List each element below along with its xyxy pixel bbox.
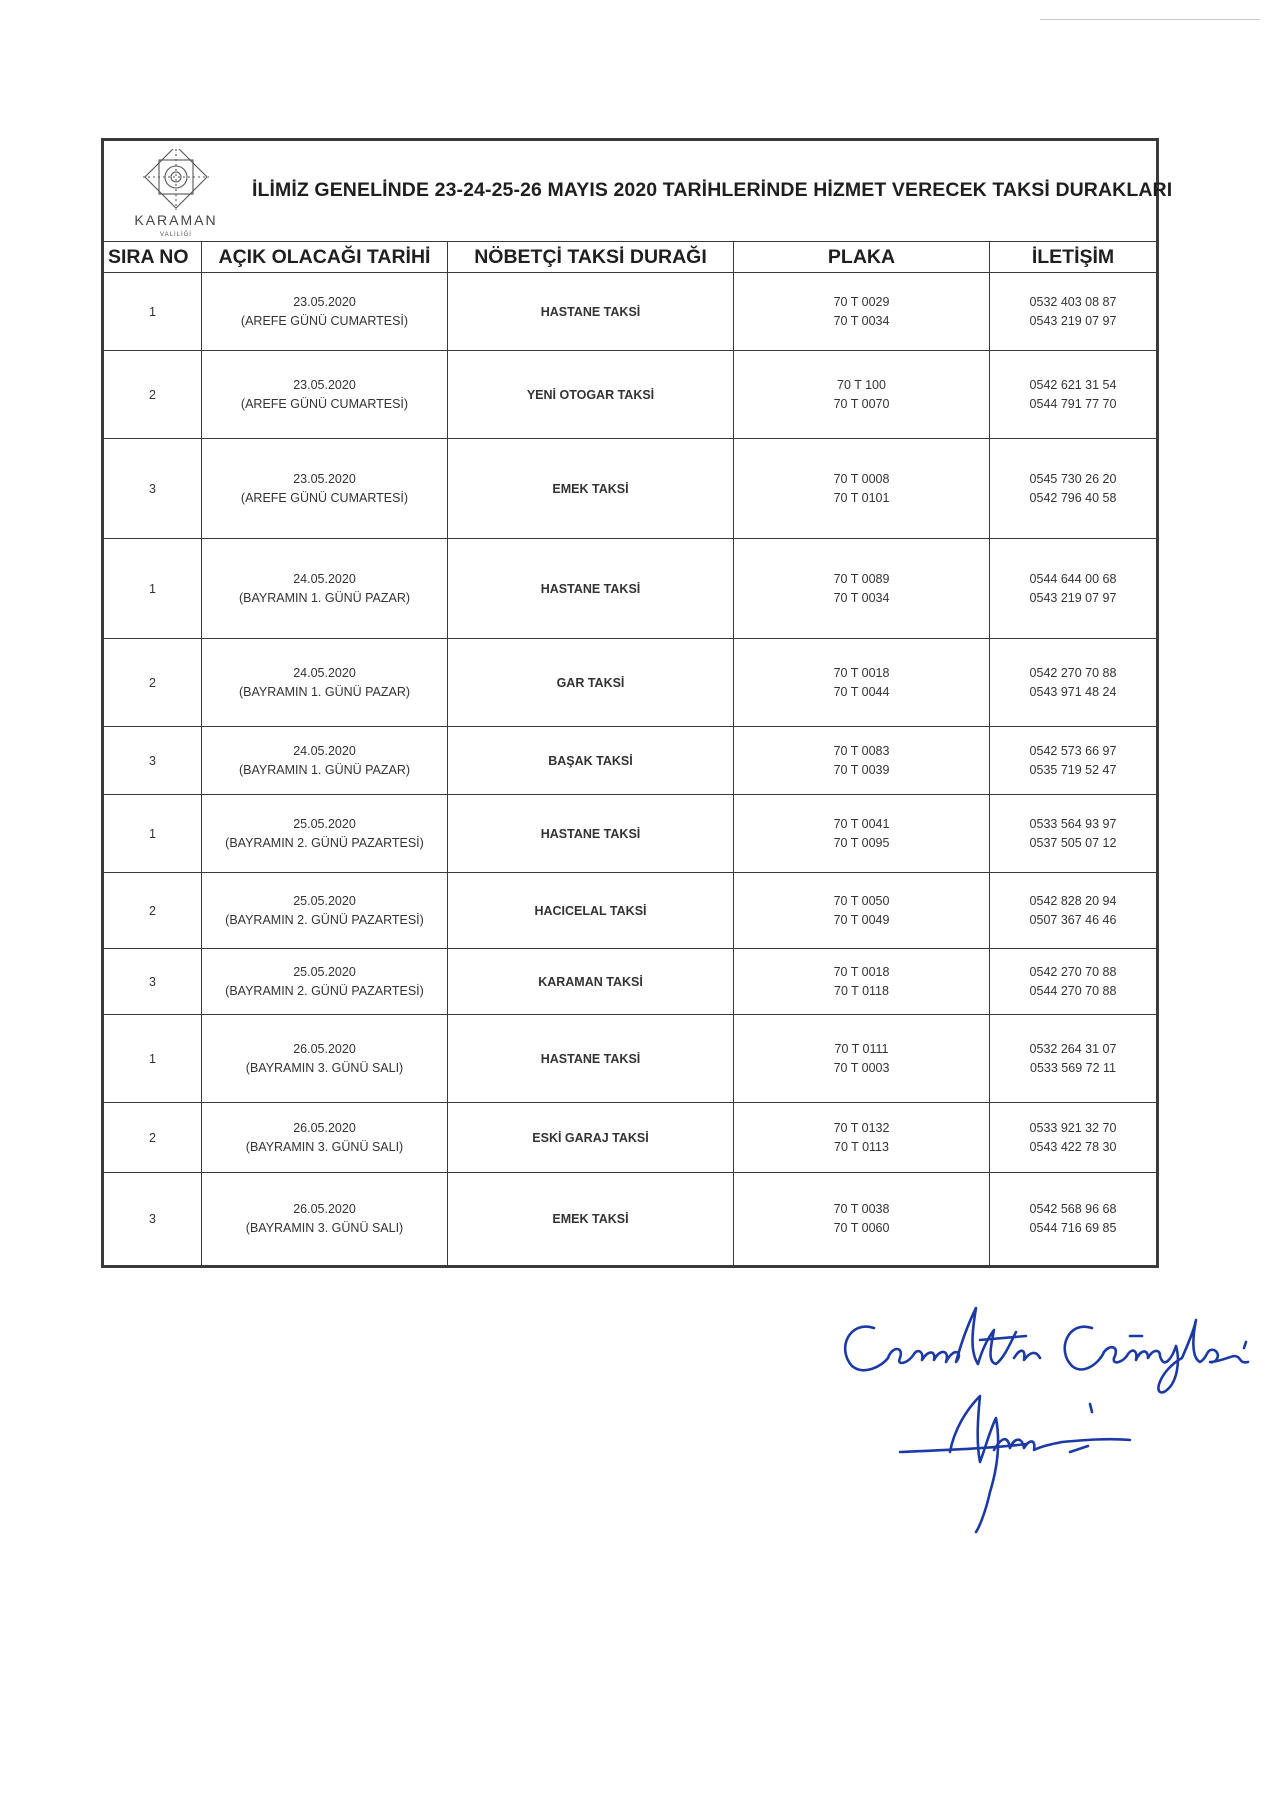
row-plate: 70 T 0083 [833, 743, 890, 758]
row-plate: 70 T 0113 [834, 1139, 889, 1154]
row-plate: 70 T 0018 [833, 964, 890, 979]
table-row [103, 1103, 1158, 1173]
row-plate: 70 T 100 [837, 377, 886, 392]
row-taxi-stand: KARAMAN TAKSİ [448, 949, 734, 1015]
row-day: (BAYRAMIN 3. GÜNÜ SALI) [245, 1060, 404, 1075]
row-taxi-stand: HACICELAL TAKSİ [448, 873, 734, 949]
row-phones-cell [990, 727, 1158, 795]
row-date-cell [202, 639, 448, 727]
row-phone: 0542 270 70 88 [1029, 665, 1117, 680]
row-plates-cell [734, 1103, 990, 1173]
row-day: (AREFE GÜNÜ CUMARTESİ) [240, 490, 409, 505]
row-plates-cell [734, 639, 990, 727]
page-title: İLİMİZ GENELİNDE 23-24-25-26 MAYIS 2020 TARİHLERİNDE HİZMET VERECEK TAKSİ DURAKLARI [252, 179, 1173, 201]
row-plates-cell [734, 949, 990, 1015]
row-plate: 70 T 0038 [833, 1202, 890, 1216]
row-plate: 70 T 0044 [833, 684, 890, 699]
row-sira-no: 1 [103, 795, 202, 873]
row-phones-cell [990, 1015, 1158, 1103]
row-taxi-stand: EMEK TAKSİ [448, 1173, 734, 1267]
row-phones-cell [990, 795, 1158, 873]
table-row [103, 351, 1158, 439]
row-date-cell [202, 439, 448, 539]
row-phone: 0537 505 07 12 [1029, 835, 1117, 850]
row-date: 26.05.2020 [293, 1202, 356, 1216]
row-date: 24.05.2020 [293, 571, 356, 586]
row-plate: 70 T 0029 [833, 294, 890, 309]
table-row [103, 273, 1158, 351]
title-cell [103, 140, 1173, 242]
row-plates-cell [734, 539, 990, 639]
row-phones-cell [990, 639, 1158, 727]
row-plate: 70 T 0111 [834, 1041, 889, 1056]
table-row [103, 439, 1158, 539]
row-date-cell [202, 1173, 448, 1267]
logo-subtext: VALİLİĞİ [160, 232, 192, 238]
column-header-date: AÇIK OLACAĞI TARİHİ [202, 242, 448, 273]
row-phone: 0543 219 07 97 [1029, 590, 1117, 605]
row-phone: 0544 644 00 68 [1029, 571, 1117, 586]
row-plate: 70 T 0095 [833, 835, 890, 850]
table-row [103, 1015, 1158, 1103]
top-edge-rule [1040, 19, 1260, 20]
row-sira-no: 1 [103, 539, 202, 639]
row-plate: 70 T 0018 [833, 665, 890, 680]
row-plate: 70 T 0041 [833, 816, 890, 831]
row-taxi-stand: HASTANE TAKSİ [448, 273, 734, 351]
row-phone: 0543 422 78 30 [1029, 1139, 1117, 1154]
row-sira-no: 2 [103, 351, 202, 439]
row-phone: 0507 367 46 46 [1029, 912, 1117, 927]
row-taxi-stand: BAŞAK TAKSİ [448, 727, 734, 795]
row-day: (AREFE GÜNÜ CUMARTESİ) [240, 313, 409, 328]
column-header-sira-no: SIRA NO [103, 242, 202, 273]
row-phones-cell [990, 351, 1158, 439]
row-plate: 70 T 0039 [833, 762, 890, 777]
row-phone: 0533 569 72 11 [1030, 1060, 1116, 1075]
row-plates-cell [734, 439, 990, 539]
row-date: 26.05.2020 [293, 1120, 356, 1135]
row-date: 23.05.2020 [293, 294, 356, 309]
row-plates-cell [734, 727, 990, 795]
row-plates-cell [734, 351, 990, 439]
table-row [103, 873, 1158, 949]
row-phone: 0542 621 31 54 [1029, 377, 1117, 392]
row-day: (BAYRAMIN 1. GÜNÜ PAZAR) [238, 590, 411, 605]
row-phones-cell [990, 273, 1158, 351]
row-phone: 0544 716 69 85 [1029, 1221, 1117, 1235]
row-sira-no: 3 [103, 1173, 202, 1267]
row-plates-cell [734, 1015, 990, 1103]
table-row [103, 949, 1158, 1015]
row-date-cell [202, 795, 448, 873]
column-header-stand: NÖBETÇİ TAKSİ DURAĞI [448, 242, 734, 273]
row-day: (AREFE GÜNÜ CUMARTESİ) [240, 396, 409, 411]
row-phone: 0542 796 40 58 [1029, 490, 1117, 505]
row-phone: 0544 270 70 88 [1029, 983, 1117, 998]
row-day: (BAYRAMIN 1. GÜNÜ PAZAR) [238, 762, 411, 777]
row-plate: 70 T 0101 [833, 490, 890, 505]
row-taxi-stand: GAR TAKSİ [448, 639, 734, 727]
row-sira-no: 1 [103, 1015, 202, 1103]
row-date-cell [202, 539, 448, 639]
row-date: 25.05.2020 [293, 964, 356, 979]
row-date-cell [202, 873, 448, 949]
row-taxi-stand: HASTANE TAKSİ [448, 1015, 734, 1103]
row-plate: 70 T 0050 [833, 893, 890, 908]
row-plate: 70 T 0049 [833, 912, 890, 927]
row-sira-no: 2 [103, 873, 202, 949]
row-phones-cell [990, 873, 1158, 949]
row-date: 23.05.2020 [293, 377, 356, 392]
row-sira-no: 3 [103, 949, 202, 1015]
row-phone: 0542 573 66 97 [1029, 743, 1117, 758]
row-date-cell [202, 273, 448, 351]
row-phone: 0533 564 93 97 [1029, 816, 1117, 831]
row-taxi-stand: HASTANE TAKSİ [448, 795, 734, 873]
row-day: (BAYRAMIN 2. GÜNÜ PAZARTESİ) [225, 983, 424, 998]
row-plate: 70 T 0060 [833, 1221, 890, 1235]
table-row [103, 539, 1158, 639]
karaman-valiligi-logo [126, 149, 226, 241]
row-date-cell [202, 1015, 448, 1103]
row-phone: 0533 921 32 70 [1029, 1120, 1117, 1135]
table-header-row [103, 242, 1158, 273]
row-plate: 70 T 0070 [833, 396, 890, 411]
row-phone: 0543 219 07 97 [1029, 313, 1117, 328]
row-taxi-stand: EMEK TAKSİ [448, 439, 734, 539]
row-day: (BAYRAMIN 3. GÜNÜ SALI) [245, 1221, 404, 1235]
row-plates-cell [734, 273, 990, 351]
row-sira-no: 1 [103, 273, 202, 351]
logo-text: KARAMAN [134, 212, 218, 228]
row-day: (BAYRAMIN 2. GÜNÜ PAZARTESİ) [225, 835, 424, 850]
table-row [103, 795, 1158, 873]
row-date: 26.05.2020 [293, 1041, 356, 1056]
row-taxi-stand: ESKİ GARAJ TAKSİ [448, 1103, 734, 1173]
row-plates-cell [734, 873, 990, 949]
row-plate: 70 T 0034 [833, 590, 890, 605]
column-header-contact: İLETİŞİM [990, 242, 1158, 273]
row-plate: 70 T 0089 [833, 571, 890, 586]
row-date-cell [202, 949, 448, 1015]
row-date-cell [202, 1103, 448, 1173]
row-plate: 70 T 0034 [833, 313, 890, 328]
row-phones-cell [990, 1173, 1158, 1267]
row-phones-cell [990, 1103, 1158, 1173]
row-plates-cell [734, 1173, 990, 1267]
row-sira-no: 3 [103, 727, 202, 795]
row-day: (BAYRAMIN 3. GÜNÜ SALI) [245, 1139, 404, 1154]
row-phone: 0544 791 77 70 [1029, 396, 1117, 411]
row-date: 24.05.2020 [293, 743, 356, 758]
row-taxi-stand: HASTANE TAKSİ [448, 539, 734, 639]
row-phone: 0545 730 26 20 [1029, 471, 1117, 486]
duty-taxi-table [101, 138, 1173, 1268]
row-phone: 0542 828 20 94 [1029, 893, 1117, 908]
row-date: 24.05.2020 [293, 665, 356, 680]
table-row [103, 1173, 1158, 1267]
row-phones-cell [990, 439, 1158, 539]
handwritten-signature [830, 1300, 1260, 1580]
row-phone: 0532 264 31 07 [1029, 1041, 1117, 1056]
row-phone: 0532 403 08 87 [1029, 294, 1117, 309]
row-plate: 70 T 0003 [833, 1060, 890, 1075]
row-sira-no: 2 [103, 639, 202, 727]
row-date: 25.05.2020 [293, 816, 356, 831]
column-header-plate: PLAKA [734, 242, 990, 273]
row-phone: 0542 568 96 68 [1029, 1202, 1117, 1216]
row-sira-no: 2 [103, 1103, 202, 1173]
row-date: 25.05.2020 [293, 893, 356, 908]
table-row [103, 727, 1158, 795]
row-date-cell [202, 351, 448, 439]
row-day: (BAYRAMIN 1. GÜNÜ PAZAR) [238, 684, 411, 699]
row-phones-cell [990, 949, 1158, 1015]
row-phones-cell [990, 539, 1158, 639]
row-taxi-stand: YENİ OTOGAR TAKSİ [448, 351, 734, 439]
row-date-cell [202, 727, 448, 795]
row-phone: 0543 971 48 24 [1029, 684, 1117, 699]
row-plates-cell [734, 795, 990, 873]
row-plate: 70 T 0132 [833, 1120, 890, 1135]
table-row [103, 639, 1158, 727]
row-day: (BAYRAMIN 2. GÜNÜ PAZARTESİ) [225, 912, 424, 927]
row-phone: 0542 270 70 88 [1029, 964, 1117, 979]
row-plate: 70 T 0118 [834, 983, 889, 998]
row-date: 23.05.2020 [293, 471, 356, 486]
row-sira-no: 3 [103, 439, 202, 539]
row-phone: 0535 719 52 47 [1029, 762, 1117, 777]
row-plate: 70 T 0008 [833, 471, 890, 486]
